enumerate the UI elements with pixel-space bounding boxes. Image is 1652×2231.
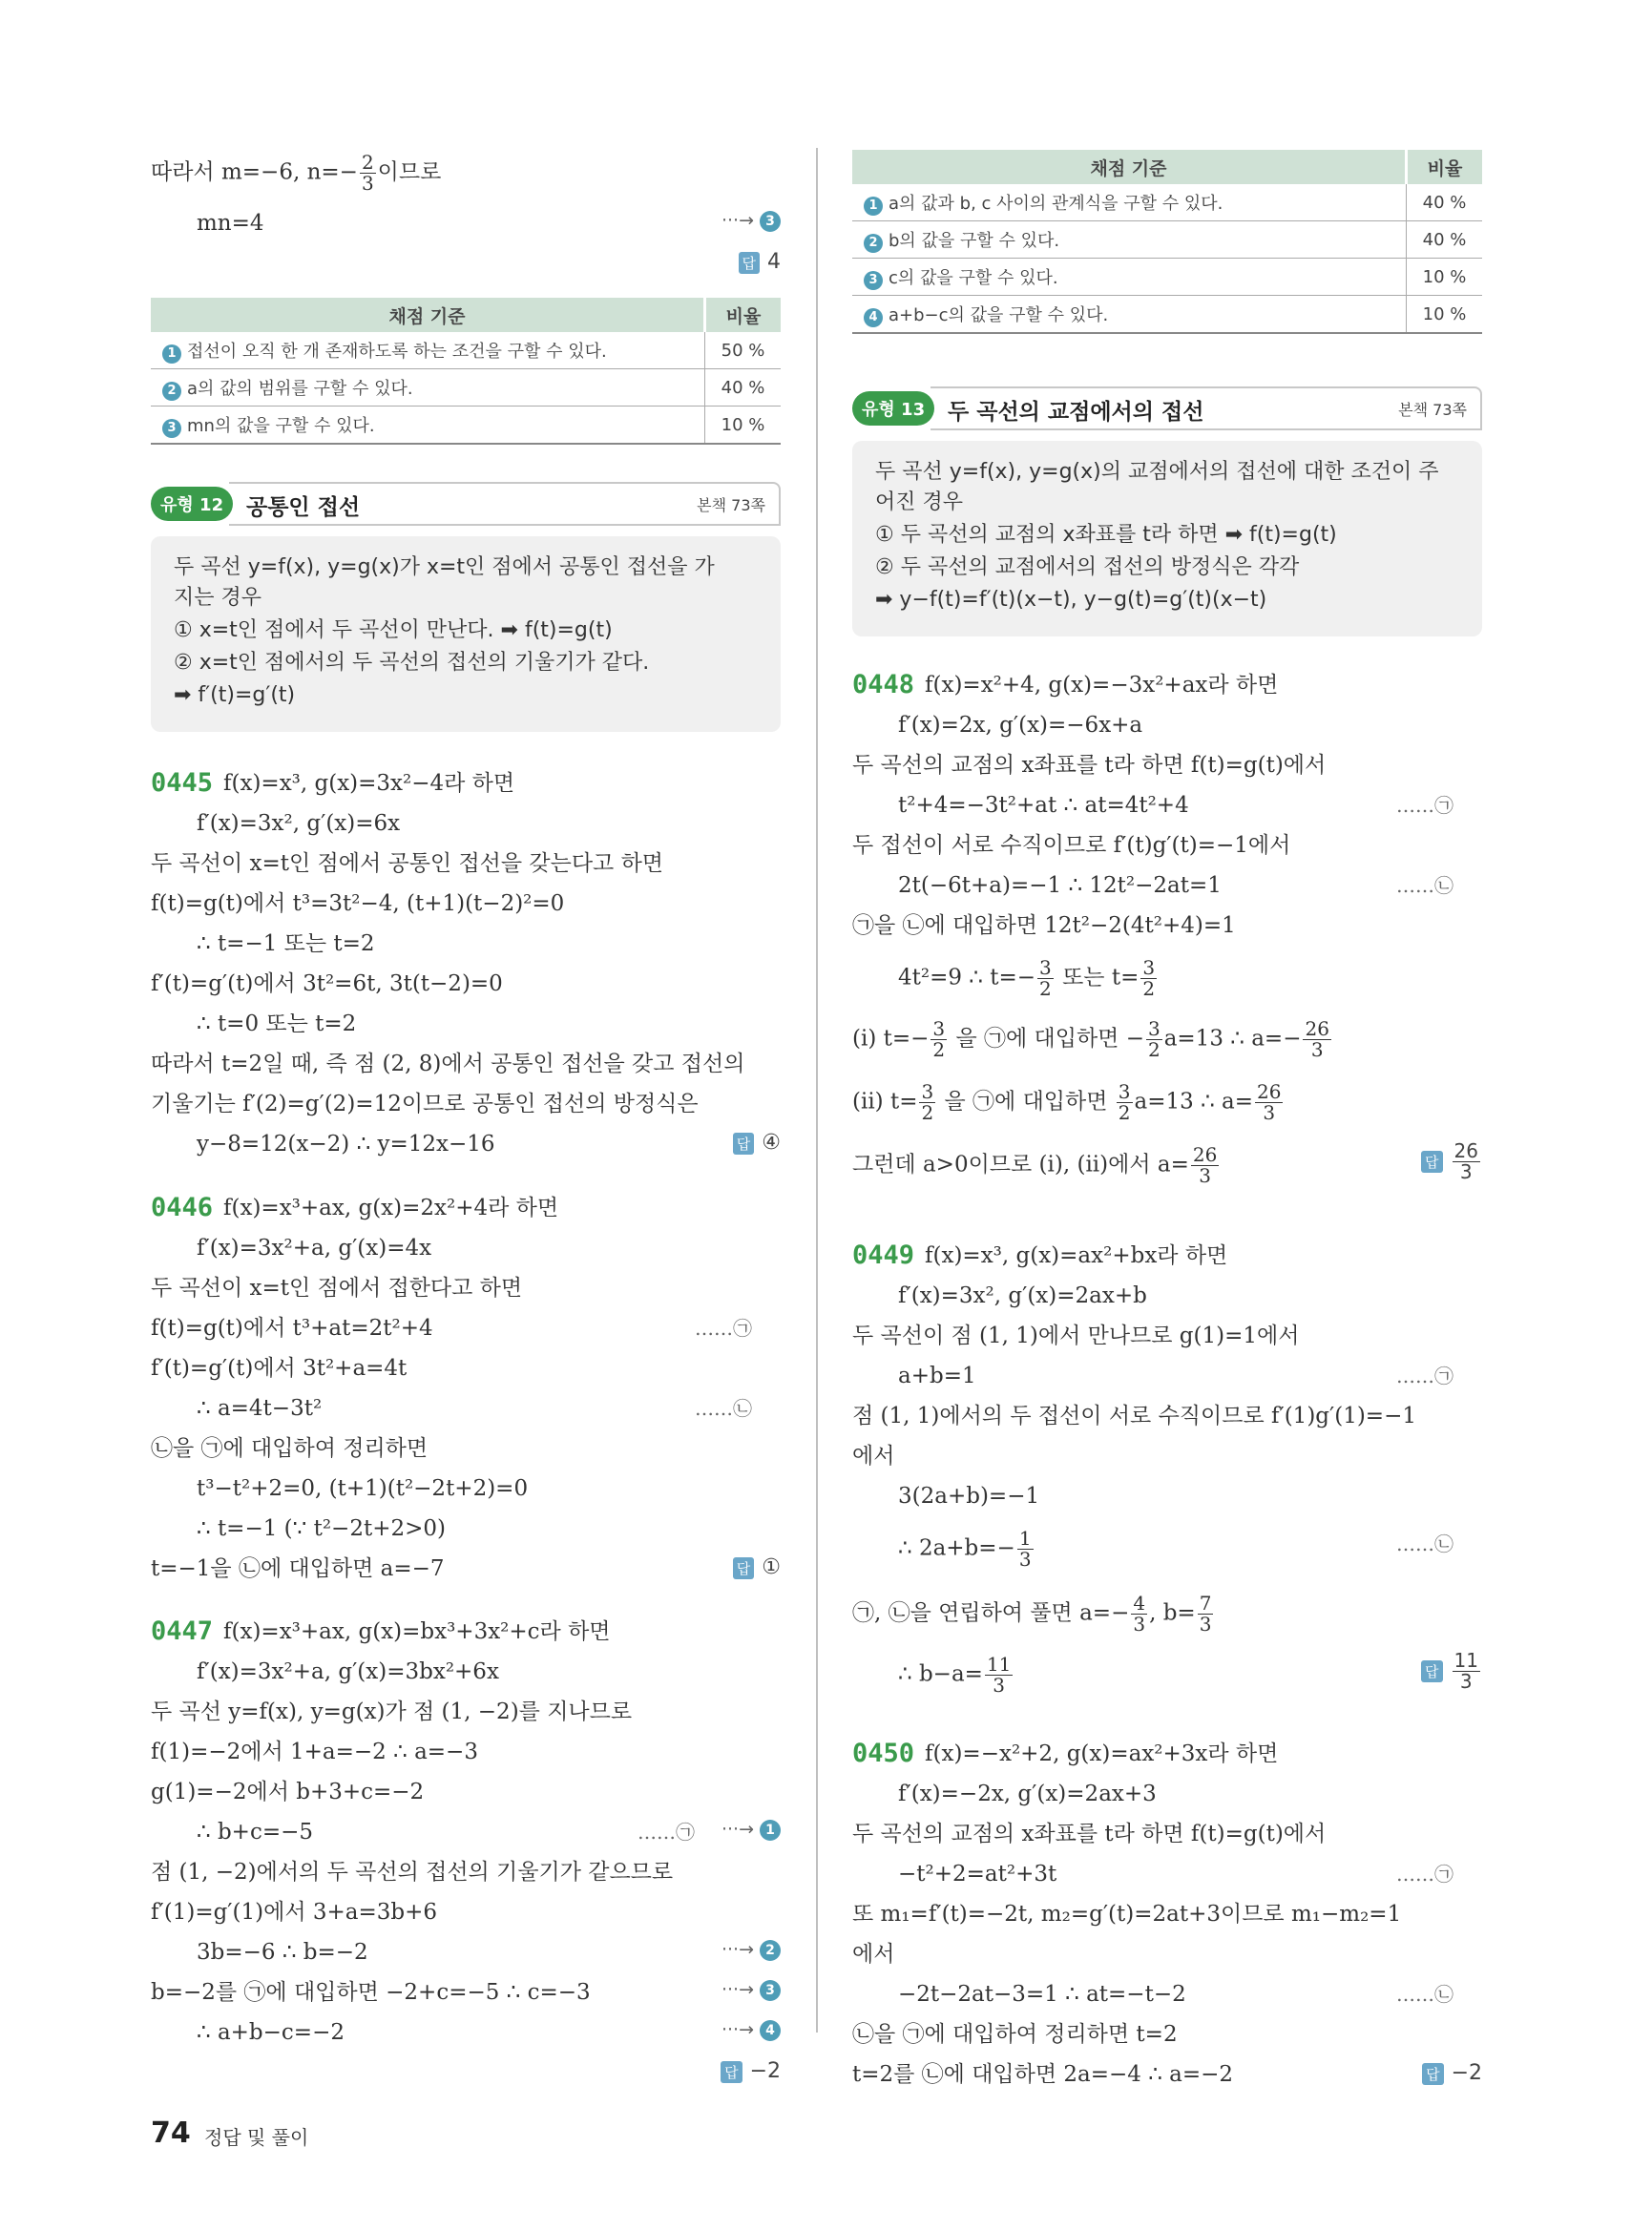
text-line: f(x)=−x²+2, g(x)=ax²+3x라 하면 — [925, 1741, 1279, 1766]
text-line: b=−2를 ㉠에 대입하면 −2+c=−5 ∴ c=−3 — [151, 1980, 591, 2005]
answer: 답 $\frac{11}{3}$ — [1421, 1651, 1482, 1692]
answer: 답 −2 — [721, 2059, 781, 2083]
text-line: 에서 — [852, 1942, 895, 1967]
text-line: 두 곡선 y=f(x), y=g(x)가 점 (1, −2)를 지나므로 — [151, 1699, 633, 1724]
answer: 답 $\frac{26}{3}$ — [1421, 1141, 1482, 1182]
text-line: ∴ b−a= $\frac{11}{3}$ — [898, 1653, 1012, 1697]
step-marker: ···→ 4 — [721, 2019, 781, 2041]
text-line: 또 m₁=f′(t)=−2t, m₂=g′(t)=2at+3이므로 m₁−m₂=1 — [852, 1902, 1402, 1927]
text-line: 그런데 a>0이므로 (i), (ii)에서 a= $\frac{26}{3}$ — [852, 1143, 1218, 1187]
text-line: f(x)=x³, g(x)=ax²+bx라 하면 — [925, 1243, 1228, 1268]
type-badge: 유형 13 — [852, 391, 934, 426]
equation-mark: ……㉡ — [1396, 1533, 1453, 1555]
text-line: f(1)=−2에서 1+a=−2 ∴ a=−3 — [151, 1740, 478, 1764]
text-line: 에서 — [852, 1444, 895, 1469]
type-header — [151, 482, 781, 524]
text-line: (i) t=− $\frac{3}{2}$ 을 ㉠에 대입하면 − $\frac{3}{2}$ a=13 ∴ a=− $\frac{26}{3}$ — [852, 1017, 1329, 1061]
text-line: (ii) t= $\frac{3}{2}$ 을 ㉠에 대입하면 $\frac{3}{2}$ a=13 ∴ a= $\frac{26}{3}$ — [852, 1080, 1282, 1124]
text-line: −t²+2=at²+3t — [898, 1862, 1057, 1887]
text-line: f′(x)=3x², g′(x)=6x — [197, 811, 401, 836]
table-header: 비율 — [705, 298, 782, 332]
text-line: ∴ t=0 또는 t=2 — [197, 1011, 357, 1036]
text-line: f(t)=g(t)에서 t³=3t²−4, (t+1)(t−2)²=0 — [151, 891, 565, 916]
text-line: f′(t)=g′(t)에서 3t²=6t, 3t(t−2)=0 — [151, 971, 503, 996]
scoring-table — [151, 298, 781, 445]
table-row: 1 접선이 오직 한 개 존재하도록 하는 조건을 구할 수 있다. 50 % — [151, 332, 781, 369]
text-line: ㉡을 ㉠에 대입하여 정리하면 — [151, 1436, 429, 1461]
text-line: g(1)=−2에서 b+3+c=−2 — [151, 1780, 425, 1804]
text-line: 2t(−6t+a)=−1 ∴ 12t²−2at=1 — [898, 873, 1222, 898]
text-line: 따라서 m=−6, n=− $\frac{2}{3}$ 이므로 — [151, 151, 442, 195]
text-line: 두 곡선이 x=t인 점에서 공통인 접선을 갖는다고 하면 — [151, 851, 664, 876]
equation-mark: ……㉠ — [695, 1317, 752, 1340]
problem-number: 0450 — [852, 1739, 915, 1768]
text-line: ∴ a=4t−3t² — [197, 1396, 323, 1421]
table-row: 3 mn의 값을 구할 수 있다. 10 % — [151, 407, 781, 445]
text-line: 두 접선이 서로 수직이므로 f′(t)g′(t)=−1에서 — [852, 833, 1291, 858]
text-line: 두 곡선이 x=t인 점에서 접한다고 하면 — [151, 1276, 523, 1301]
problem-number: 0446 — [151, 1193, 214, 1222]
text-line: t²+4=−3t²+at ∴ at=4t²+4 — [898, 793, 1189, 818]
equation-mark: ……㉡ — [1396, 1983, 1453, 2006]
text-line: f(x)=x³+ax, g(x)=2x²+4라 하면 — [223, 1196, 559, 1220]
text-line: ㉠을 ㉡에 대입하면 12t²−2(4t²+4)=1 — [852, 913, 1236, 938]
text-line: f(x)=x³, g(x)=3x²−4라 하면 — [223, 771, 515, 796]
note-box: 두 곡선 y=f(x), y=g(x)의 교점에서의 접선에 대한 조건이 주 어진 경우 ① 두 곡선의 교점의 x좌표를 t라 하면 ➡ f(t)=g(t) ② 두 곡선의 교점에서의 접선의 방정식은 각각 ➡ y−f(t)=f′(t)(x−t), y−g(t)=g′(t)(x−t) — [852, 441, 1482, 636]
text-line: t=2를 ㉡에 대입하면 2a=−4 ∴ a=−2 — [852, 2062, 1234, 2087]
type-title: 공통인 접선 — [246, 495, 361, 520]
equation-mark: ……㉡ — [1396, 874, 1453, 897]
problem-number: 0445 — [151, 768, 214, 798]
text-line: ∴ t=−1 (∵ t²−2t+2>0) — [197, 1516, 446, 1541]
type-title: 두 곡선의 교점에서의 접선 — [948, 400, 1204, 425]
note-box: 두 곡선 y=f(x), y=g(x)가 x=t인 점에서 공통인 접선을 가 지는 경우 ① x=t인 점에서 두 곡선이 만난다. ➡ f(t)=g(t) ② x=t인 점에서의 두 곡선의 접선의 기울기가 같다. ➡ f′(t)=g′(t) — [151, 536, 781, 732]
text-line: f′(x)=2x, g′(x)=−6x+a — [898, 713, 1143, 738]
text-line: ∴ b+c=−5 — [197, 1820, 313, 1845]
text-line: −2t−2at−3=1 ∴ at=−t−2 — [898, 1982, 1186, 2007]
text-line: mn=4 — [197, 211, 264, 236]
text-line: a+b=1 — [898, 1364, 976, 1388]
table-row: 4 a+b−c의 값을 구할 수 있다. 10 % — [852, 296, 1482, 334]
column-divider — [816, 148, 818, 2033]
footer-label: 정답 및 풀이 — [204, 2126, 309, 2149]
text-line: ㉡을 ㉠에 대입하여 정리하면 t=2 — [852, 2022, 1178, 2047]
problem-number: 0448 — [852, 670, 915, 699]
equation-mark: ……㉠ — [1396, 1365, 1453, 1387]
answer: 답 4 — [739, 250, 782, 274]
text-line: f′(x)=−2x, g′(x)=2ax+3 — [898, 1782, 1157, 1806]
table-header: 채점 기준 — [852, 150, 1407, 184]
step-marker: ···→ 3 — [721, 210, 781, 232]
equation-mark: ……㉠ — [1396, 1863, 1453, 1886]
text-line: f′(x)=3x²+a, g′(x)=3bx²+6x — [197, 1659, 499, 1684]
step-marker: ···→ 2 — [721, 1939, 781, 1961]
step-marker: ···→ 3 — [721, 1979, 781, 2001]
text-line: 두 곡선의 교점의 x좌표를 t라 하면 f(t)=g(t)에서 — [852, 1822, 1327, 1846]
text-line: y−8=12(x−2) ∴ y=12x−16 — [197, 1132, 495, 1157]
step-marker: ···→ 1 — [721, 1819, 781, 1841]
text-line: 3b=−6 ∴ b=−2 — [197, 1940, 368, 1965]
answer: 답 −2 — [1422, 2061, 1482, 2085]
table-row: 2 a의 값의 범위를 구할 수 있다. 40 % — [151, 369, 781, 407]
text-line: 3(2a+b)=−1 — [898, 1484, 1040, 1509]
text-line: t³−t²+2=0, (t+1)(t²−2t+2)=0 — [197, 1476, 529, 1501]
problem-number: 0449 — [852, 1241, 915, 1270]
text-line: 점 (1, −2)에서의 두 곡선의 접선의 기울기가 같으므로 — [151, 1860, 674, 1885]
text-line: ㉠, ㉡을 연립하여 풀면 a=− $\frac{4}{3}$ , b= $\frac{7}{3}$ — [852, 1592, 1212, 1636]
equation-mark: ……㉡ — [695, 1397, 752, 1420]
text-line: f(t)=g(t)에서 t³+at=2t²+4 — [151, 1316, 433, 1341]
text-line: ∴ 2a+b=− $\frac{1}{3}$ — [898, 1527, 1032, 1571]
problem-number: 0447 — [151, 1616, 214, 1646]
equation-mark: ……㉠ — [638, 1821, 695, 1844]
text-line: f(x)=x³+ax, g(x)=bx³+3x²+c라 하면 — [223, 1619, 611, 1644]
table-row: 3 c의 값을 구할 수 있다. 10 % — [852, 259, 1482, 296]
book-reference: 본책 73쪽 — [697, 496, 765, 514]
table-row: 1 a의 값과 b, c 사이의 관계식을 구할 수 있다. 40 % — [852, 184, 1482, 221]
equation-mark: ……㉠ — [1396, 794, 1453, 817]
type-badge: 유형 12 — [151, 487, 233, 521]
text-line: 기울기는 f′(2)=g′(2)=12이므로 공통인 접선의 방정식은 — [151, 1092, 699, 1116]
text-line: f′(1)=g′(1)에서 3+a=3b+6 — [151, 1900, 438, 1925]
text-line: f′(x)=3x²+a, g′(x)=4x — [197, 1236, 432, 1261]
type-header — [852, 386, 1482, 428]
text-line: 두 곡선이 점 (1, 1)에서 만나므로 g(1)=1에서 — [852, 1324, 1300, 1348]
text-line: ∴ a+b−c=−2 — [197, 2020, 345, 2045]
text-line: t=−1을 ㉡에 대입하면 a=−7 — [151, 1556, 445, 1581]
text-line: f′(x)=3x², g′(x)=2ax+b — [898, 1283, 1147, 1308]
text-line: 4t²=9 ∴ t=− $\frac{3}{2}$ 또는 t= $\frac{3}{2}$ — [898, 956, 1156, 1000]
answer: 답 ④ — [733, 1131, 781, 1155]
scoring-table — [852, 150, 1482, 334]
text-line: 따라서 t=2일 때, 즉 점 (2, 8)에서 공통인 접선을 갖고 접선의 — [151, 1052, 745, 1076]
book-reference: 본책 73쪽 — [1398, 401, 1467, 419]
table-header: 비율 — [1407, 150, 1483, 184]
table-header: 채점 기준 — [151, 298, 705, 332]
text-line: 점 (1, 1)에서의 두 접선이 서로 수직이므로 f′(1)g′(1)=−1 — [852, 1404, 1416, 1428]
table-row: 2 b의 값을 구할 수 있다. 40 % — [852, 221, 1482, 259]
text-line: 두 곡선의 교점의 x좌표를 t라 하면 f(t)=g(t)에서 — [852, 753, 1327, 778]
text-line: ∴ t=−1 또는 t=2 — [197, 931, 375, 956]
answer: 답 ① — [733, 1555, 781, 1579]
text-line: f(x)=x²+4, g(x)=−3x²+ax라 하면 — [925, 673, 1279, 698]
page-number: 74 — [151, 2116, 191, 2150]
text-line: f′(t)=g′(t)에서 3t²+a=4t — [151, 1356, 408, 1381]
